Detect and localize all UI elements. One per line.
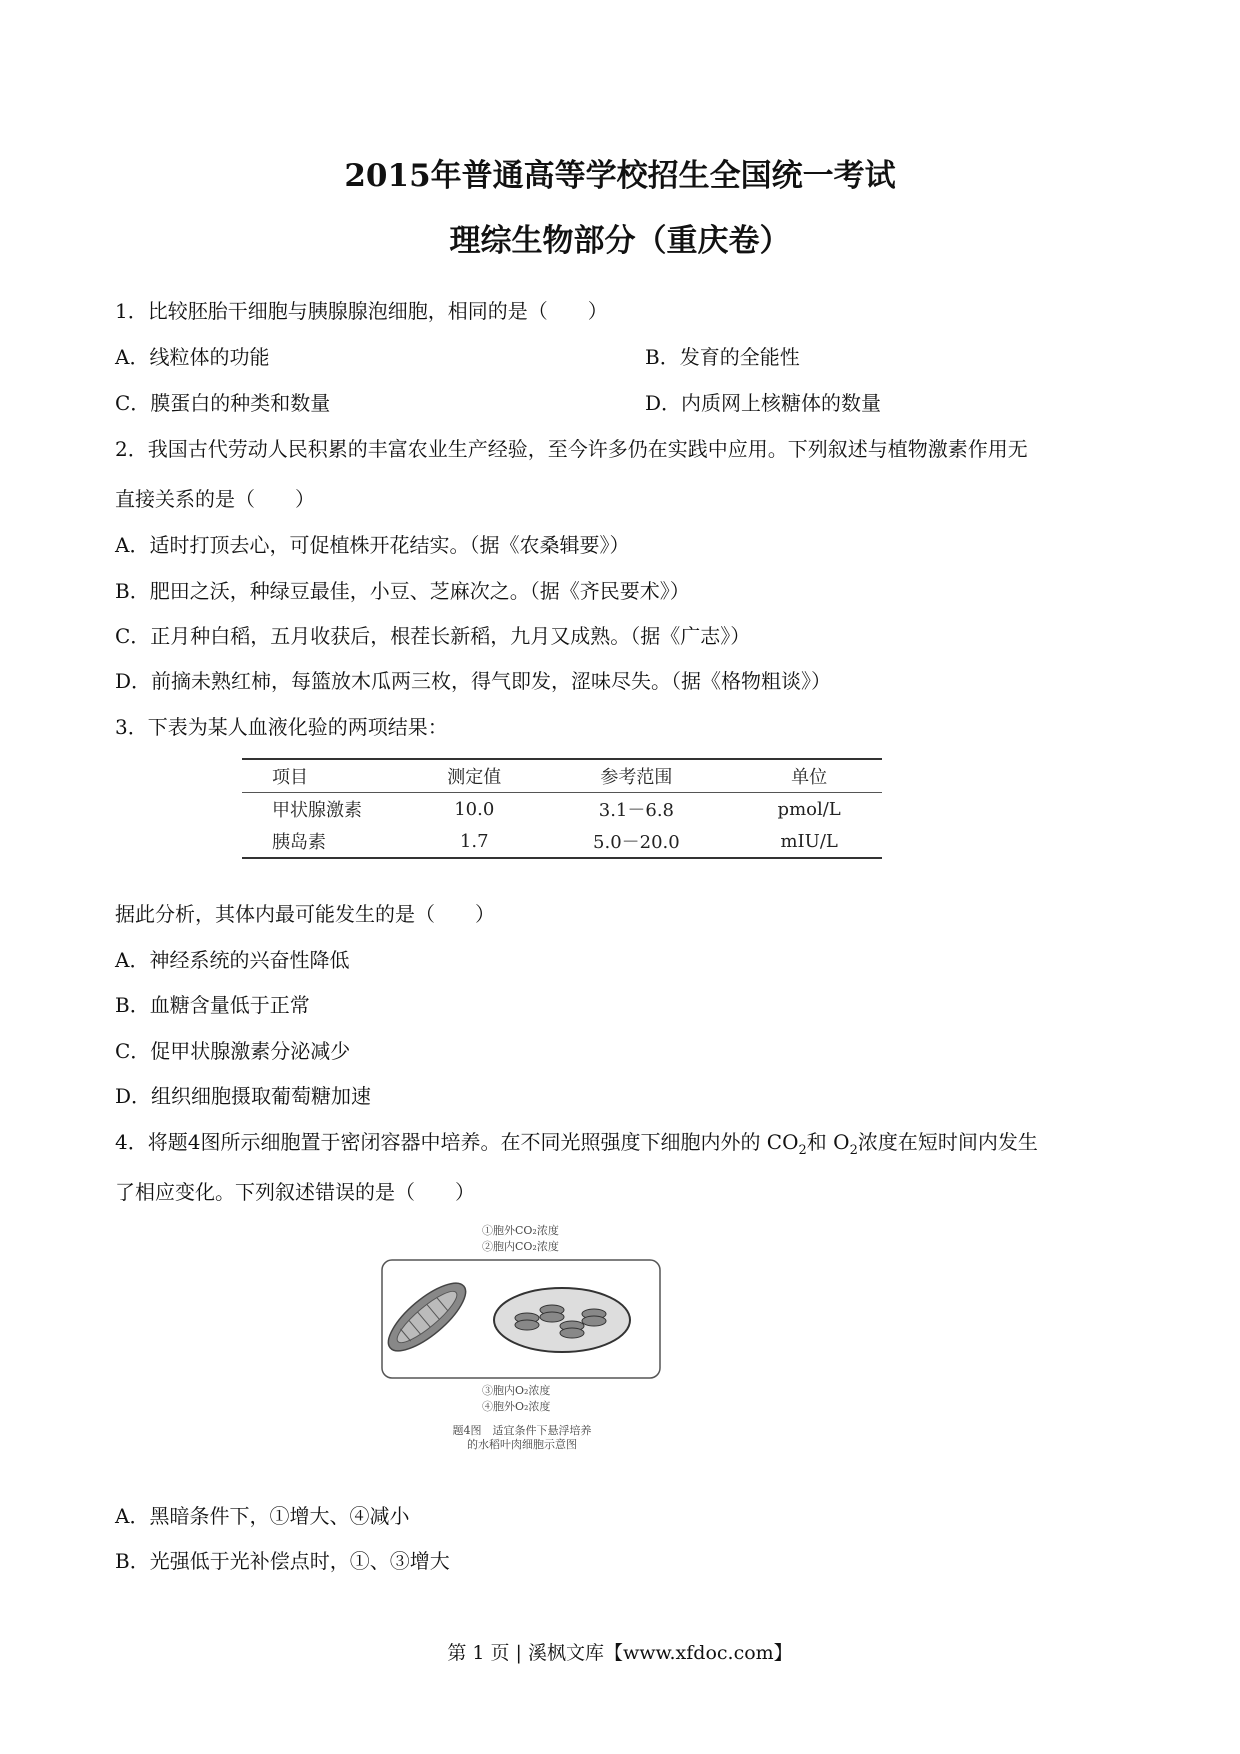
figure-label-4: ④胞外O₂浓度 (482, 1400, 551, 1413)
table-cell: 3.1－6.8 (598, 800, 675, 821)
q2-stem-line1: 2．我国古代劳动人民积累的丰富农业生产经验，至今许多仍在实践中应用。下列叙述与植物激素作用无 (115, 437, 1028, 461)
table-cell: mIU/L (736, 825, 882, 858)
page-footer: 第 1 页 | 溪枫文库【www.xfdoc.com】 (447, 1642, 793, 1664)
q4-stem-line1 (115, 1126, 1038, 1158)
leaf-cell-figure (372, 1222, 672, 1452)
q2-option-b: B．肥田之沃，种绿豆最佳，小豆、芝麻次之。（据《齐民要术》） (115, 579, 690, 603)
table-cell: pmol/L (777, 798, 841, 820)
q1-option-b: B．发育的全能性 (645, 345, 800, 369)
page-title: 2015年普通高等学校招生全国统一考试 (344, 158, 896, 194)
table-cell: 胰岛素 (242, 825, 412, 858)
q3-option-d: D．组织细胞摄取葡萄糖加速 (115, 1084, 372, 1108)
table-cell: 5.0－20.0 (536, 825, 736, 858)
q4-stem-text-2: 和 O (806, 1130, 850, 1154)
q4-sub-co2: 2 (798, 1143, 807, 1158)
q1-stem: 1．比较胚胎干细胞与胰腺腺泡细胞，相同的是（ ） (115, 299, 608, 323)
q3-option-b: B．血糖含量低于正常 (115, 993, 310, 1017)
q4-stem-text-1: 4．将题4图所示细胞置于密闭容器中培养。在不同光照强度下细胞内外的 CO (115, 1130, 799, 1154)
cell-diagram (372, 1222, 672, 1452)
table-row (242, 793, 882, 826)
table-row (242, 825, 882, 858)
q4-stem-text-3: 浓度在短时间内发生 (857, 1130, 1038, 1154)
q2-option-d: D．前摘未熟红柿，每篮放木瓜两三枚，得气即发，涩味尽失。（据《格物粗谈》） (115, 669, 832, 693)
table-header-unit: 单位 (736, 759, 882, 793)
figure-caption-line1: 题4图 适宜条件下悬浮培养 (452, 1424, 592, 1437)
figure-label-3: ③胞内O₂浓度 (482, 1384, 551, 1397)
page-subtitle: 理综生物部分（重庆卷） (449, 223, 791, 259)
q2-stem-line2: 直接关系的是（ ） (115, 487, 315, 511)
q4-option-a: A．黑暗条件下，①增大、④减小 (115, 1504, 410, 1528)
table-cell: 甲状腺激素 (272, 800, 362, 821)
table-header-value: 测定值 (412, 759, 536, 793)
figure-label-1: ①胞外CO₂浓度 (482, 1224, 559, 1237)
table-header-range: 参考范围 (536, 759, 736, 793)
table-cell: 1.7 (412, 825, 536, 858)
figure-caption-line2: 的水稻叶肉细胞示意图 (467, 1438, 577, 1451)
table-header-item: 项目 (242, 759, 412, 793)
q1-option-c: C．膜蛋白的种类和数量 (115, 391, 331, 415)
q1-option-d: D．内质网上核糖体的数量 (645, 391, 882, 415)
q4-sub-o2: 2 (849, 1143, 858, 1158)
q4-option-b: B．光强低于光补偿点时，①、③增大 (115, 1549, 450, 1573)
q4-stem-line2: 了相应变化。下列叙述错误的是（ ） (115, 1180, 475, 1204)
figure-label-2: ②胞内CO₂浓度 (482, 1240, 559, 1253)
table-header-row (242, 759, 882, 793)
q1-option-a: A．线粒体的功能 (115, 345, 270, 369)
table-cell: 10.0 (454, 798, 495, 820)
q3-option-c: C．促甲状腺激素分泌减少 (115, 1039, 351, 1063)
q2-option-a: A．适时打顶去心，可促植株开花结实。（据《农桑辑要》） (115, 533, 630, 557)
q3-question: 据此分析，其体内最可能发生的是（ ） (115, 902, 495, 926)
q3-option-a: A．神经系统的兴奋性降低 (115, 948, 350, 972)
q3-stem: 3．下表为某人血液化验的两项结果： (115, 715, 448, 739)
q2-option-c: C．正月种白稻，五月收获后，根茬长新稻，九月又成熟。（据《广志》） (115, 624, 751, 648)
blood-test-table (242, 758, 882, 859)
